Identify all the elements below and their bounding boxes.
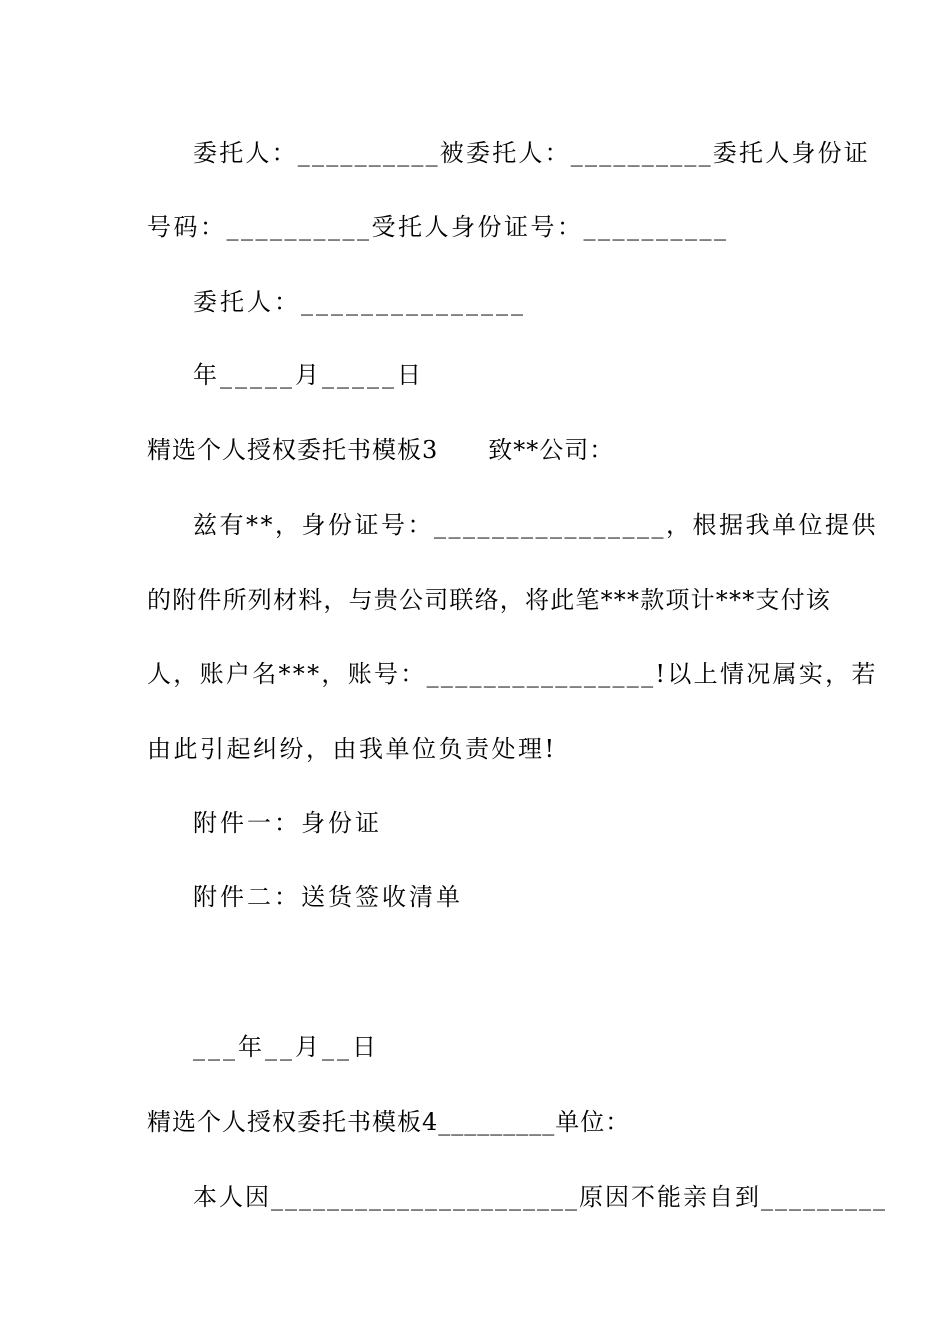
heading-template-4: 精选个人授权委托书模板4_________单位： [147,1108,631,1136]
date-line: ___年__月__日 [193,1033,379,1061]
text-line-6: 兹有**，身份证号：________________，根据我单位提供 [193,511,878,539]
text-line-4: 年_____月_____日 [193,361,424,389]
text-line-3: 委托人：_______________ [193,288,526,316]
text-line-7: 的附件所列材料，与贵公司联络，将此笔***款项计***支付该 [147,586,831,614]
text-line-1: 委托人：__________被委托人：__________委托人身份证 [193,139,870,167]
text-line-9: 由此引起纠纷，由我单位负责处理! [147,735,557,763]
text-line-14: 本人因______________________原因不能亲自到_________ [193,1183,887,1211]
attachment-2: 附件二：送货签收清单 [193,883,463,911]
text-line-8: 人，账户名***，账号：________________!以上情况属实，若 [147,660,878,688]
text-line-2: 号码：__________受托人身份证号：__________ [147,213,729,241]
heading-template-3: 精选个人授权委托书模板3 致**公司： [147,436,615,464]
attachment-1: 附件一：身份证 [193,809,382,837]
